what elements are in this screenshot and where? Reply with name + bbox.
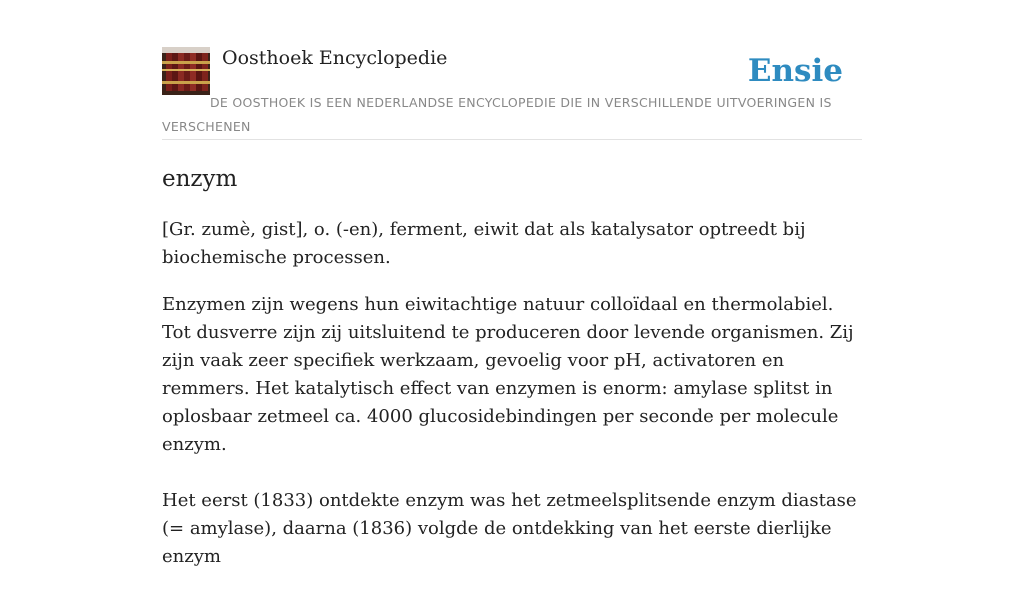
brand-logo-text[interactable]: Ensie [747, 53, 843, 89]
books-icon [162, 47, 210, 95]
article-title: enzym [162, 166, 238, 192]
article-paragraph: Het eerst (1833) ontdekte enzym was het zetmeelsplitsende enzym diastase (= amylase), daarna (1836) volgde de ontdekking van het eerste dierlijke enzym [162, 490, 857, 567]
article-body [162, 216, 862, 590]
site-tagline: DE OOSTHOEK IS EEN NEDERLANDSE ENCYCLOPEDIE DIE IN VERSCHILLENDE UITVOERINGEN IS VERSCHENEN [162, 95, 832, 134]
site-header [162, 46, 862, 140]
site-name[interactable]: Oosthoek Encyclopedie [222, 47, 448, 69]
encyclopedia-logo-avatar[interactable] [162, 47, 210, 95]
article-paragraph: [Gr. zumè, gist], o. (-en), ferment, eiwit dat als katalysator optreedt bij biochemische processen. [162, 219, 806, 268]
article-paragraph: Enzymen zijn wegens hun eiwitachtige natuur colloïdaal en thermolabiel. Tot dusverre zijn zij uitsluitend te produceren door levende organismen. Zij zijn vaak zeer specifiek werkzaam, gevoelig voor pH, activatoren en remmers. Het katalytisch effect van enzymen is enorm: amylase splitst in oplosbaar zetmeel ca. 4000 glucosidebindingen per seconde per molecule enzym. [162, 294, 854, 455]
